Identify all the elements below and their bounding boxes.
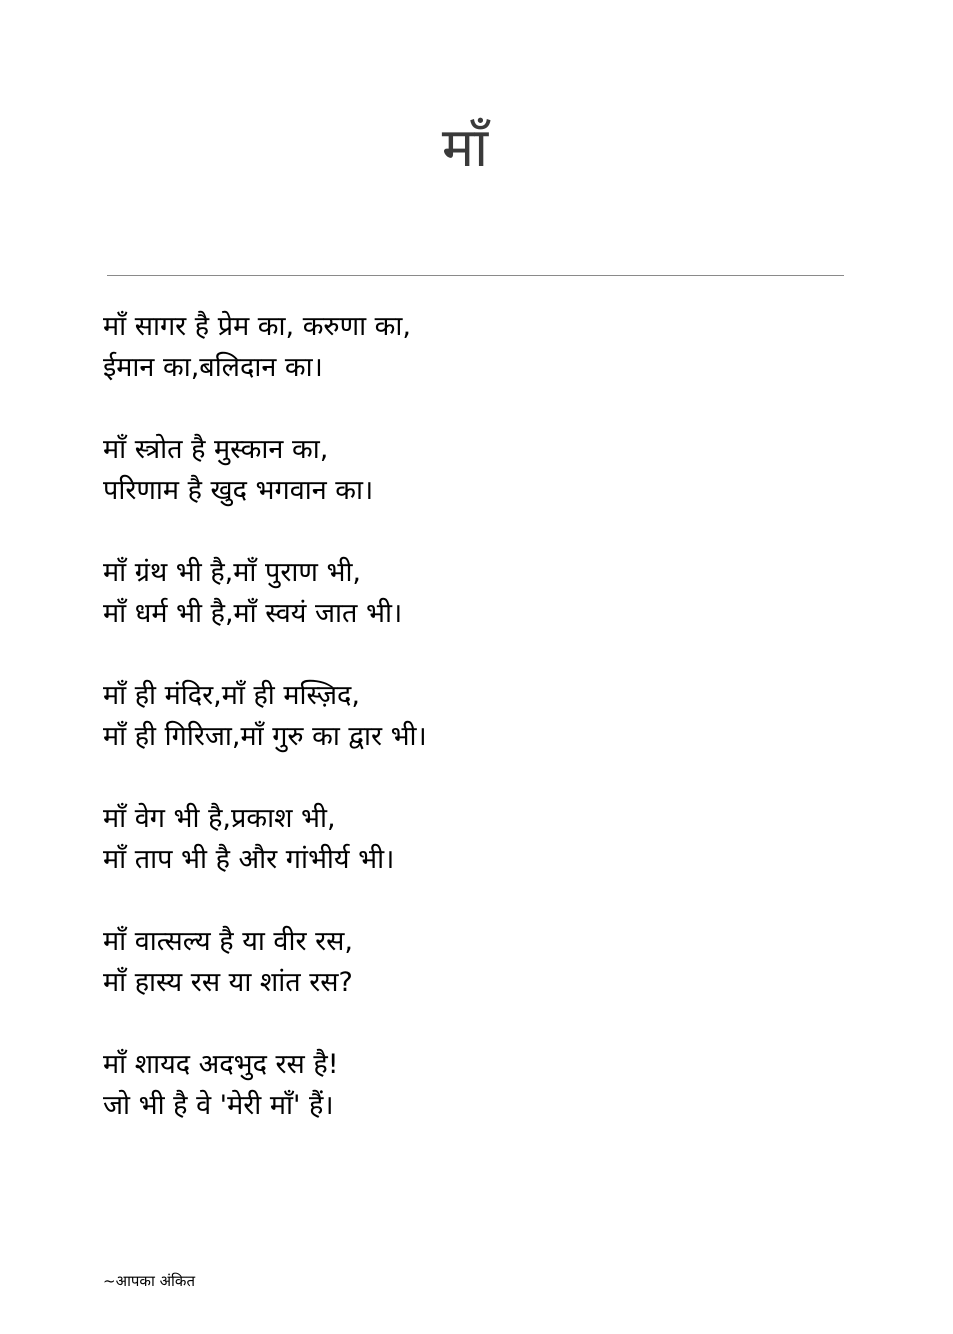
poem-line: माँ धर्म भी है,माँ स्वयं जात भी। [103, 598, 403, 629]
poem-line: माँ वेग भी है,प्रकाश भी, [103, 803, 336, 834]
title-divider [107, 275, 844, 276]
stanza [103, 552, 863, 634]
poem-line: माँ ग्रंथ भी है,माँ पुराण भी, [103, 557, 362, 588]
poem-line: जो भी है वे 'मेरी माँ' हैं। [103, 1090, 334, 1121]
stanza [103, 798, 863, 880]
stanza [103, 1044, 863, 1126]
poem-line: माँ वात्सल्य है या वीर रस, [103, 926, 353, 957]
poem-line: माँ ताप भी है और गांभीर्य भी। [103, 844, 395, 875]
poem-line: माँ ही गिरिजा,माँ गुरु का द्वार भी। [103, 721, 427, 752]
stanza [103, 429, 863, 511]
poem-line: माँ स्त्रोत है मुस्कान का, [103, 434, 329, 465]
poem-line: माँ ही मंदिर,माँ ही मस्ज़िद, [103, 680, 360, 711]
stanza [103, 921, 863, 1003]
poem-line: माँ हास्य रस या शांत रस? [103, 967, 353, 998]
poem-line: माँ सागर है प्रेम का, करुणा का, [103, 311, 411, 342]
poem-line: परिणाम है खुद भगवान का। [103, 475, 374, 506]
poem-body [103, 306, 863, 1167]
stanza [103, 675, 863, 757]
poem-title: माँ [441, 116, 489, 179]
stanza [103, 306, 863, 388]
author-signature: ~आपका अंकित [103, 1272, 196, 1290]
poem-line: ईमान का,बलिदान का। [103, 352, 323, 383]
poem-line: माँ शायद अदभुद रस है! [103, 1049, 339, 1080]
